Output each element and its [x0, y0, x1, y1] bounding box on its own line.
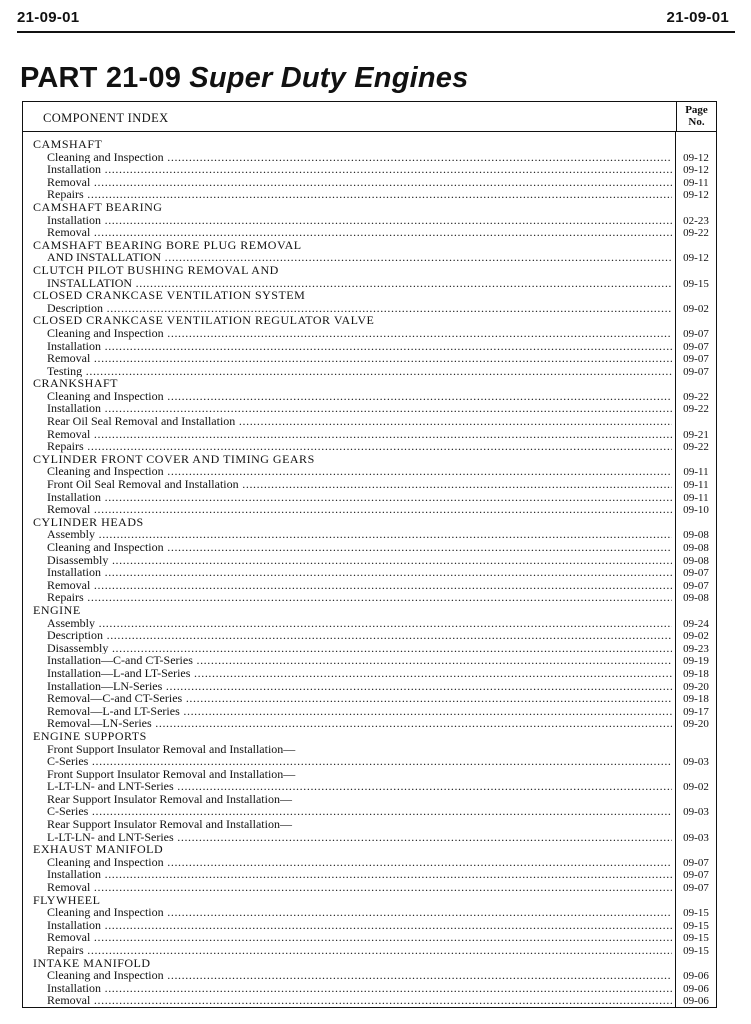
page-code-left: 21-09-01 [17, 9, 80, 26]
index-entry-page: 09-18 [683, 693, 709, 706]
index-entry-page: 09-21 [683, 428, 709, 441]
index-entry-label: EXHAUST MANIFOLD [33, 843, 164, 856]
index-entry-page: 09-12 [683, 164, 709, 177]
index-entry-page: 09-11 [683, 466, 709, 479]
index-entry-label: Description ..... [47, 629, 672, 642]
index-entry-label: Removal—C-and CT-Series ..... [47, 692, 672, 705]
table-header [23, 102, 716, 132]
index-entry-label: Installation ..... [47, 868, 672, 881]
index-entry-label: Front Support Insulator Removal and Installation— [47, 742, 296, 756]
index-entry-label: Installation ..... [47, 491, 672, 504]
index-entry-label: Installation ..... [47, 340, 672, 353]
index-entry [23, 277, 716, 290]
index-section-heading [23, 730, 716, 743]
index-entry-label: Installation ..... [47, 566, 672, 579]
index-entry-page: 09-07 [683, 869, 709, 882]
index-entry-page: 09-19 [683, 655, 709, 668]
index-entry-page: 09-08 [683, 592, 709, 605]
index-entry [23, 428, 716, 441]
index-entry-page: 09-12 [683, 252, 709, 265]
index-entry-page: 09-24 [683, 617, 709, 630]
index-entry-label: FLYWHEEL [33, 893, 101, 907]
index-entry-label: CAMSHAFT [33, 138, 103, 151]
index-entry-label: Removal ..... [47, 352, 672, 365]
index-entry-label: Front Oil Seal Removal and Installation ..... [47, 478, 672, 491]
index-rows [23, 138, 716, 1007]
index-entry-label: CYLINDER HEADS [33, 515, 144, 529]
page-code-right: 21-09-01 [666, 9, 729, 26]
index-entry-label: CLOSED CRANKCASE VENTILATION SYSTEM [33, 289, 306, 302]
index-entry-label: Installation—L-and LT-Series ..... [47, 667, 672, 680]
index-entry-page: 09-20 [683, 718, 709, 731]
index-entry-label: L-LT-LN- and LNT-Series ..... [47, 780, 672, 793]
index-entry [23, 566, 716, 579]
index-entry [23, 415, 716, 428]
index-entry-page: 09-07 [683, 856, 709, 869]
index-entry [23, 302, 716, 315]
index-entry [23, 541, 716, 554]
index-entry-page: 09-07 [683, 579, 709, 592]
header-rule [17, 31, 735, 33]
index-section-heading [23, 957, 716, 970]
index-entry-label: Removal ..... [47, 428, 672, 441]
index-entry-label: ENGINE SUPPORTS [33, 729, 147, 743]
index-entry-label: CRANKSHAFT [33, 377, 119, 390]
index-entry [23, 906, 716, 919]
index-entry-page: 09-11 [683, 176, 709, 189]
index-entry-label: Installation ..... [47, 982, 672, 995]
index-entry-label: Cleaning and Inspection ..... [47, 969, 672, 982]
index-entry-page: 09-15 [683, 907, 709, 920]
index-entry-label: CAMSHAFT BEARING BORE PLUG REMOVAL [33, 238, 302, 252]
index-entry-page: 09-07 [683, 365, 709, 378]
index-entry-label: Cleaning and Inspection ..... [47, 906, 672, 919]
index-entry [23, 755, 716, 768]
index-entry [23, 226, 716, 239]
index-entry [23, 969, 716, 982]
index-entry-page: 09-06 [683, 982, 709, 995]
index-entry-page: 09-18 [683, 667, 709, 680]
index-entry [23, 768, 716, 781]
index-entry-label: Removal—L-and LT-Series ..... [47, 705, 672, 718]
index-entry [23, 629, 716, 642]
index-entry-page: 09-06 [683, 995, 709, 1008]
index-entry-label: CYLINDER FRONT COVER AND TIMING GEARS [33, 452, 315, 466]
index-entry-label: Rear Oil Seal Removal and Installation ..... [47, 415, 672, 428]
index-entry-page: 09-22 [683, 227, 709, 240]
index-entry-page: 09-07 [683, 327, 709, 340]
index-entry-label: Repairs ..... [47, 944, 672, 957]
index-entry-label: ENGINE [33, 603, 81, 617]
index-entry-label: Removal ..... [47, 226, 672, 239]
index-entry-label: Repairs ..... [47, 591, 672, 604]
index-entry [23, 352, 716, 365]
index-entry-page: 09-10 [683, 504, 709, 517]
index-section-heading [23, 314, 716, 327]
index-entry-label: Removal—LN-Series ..... [47, 717, 672, 730]
index-entry-page: 09-22 [683, 390, 709, 403]
index-entry [23, 881, 716, 894]
title-subject: Super Duty Engines [189, 62, 469, 94]
index-entry [23, 440, 716, 453]
index-entry-label: CLOSED CRANKCASE VENTILATION REGULATOR VALVE [33, 314, 375, 327]
index-entry [23, 579, 716, 592]
index-entry-label: C-Series ..... [47, 755, 672, 768]
index-entry-label: Cleaning and Inspection ..... [47, 327, 672, 340]
index-entry [23, 214, 716, 227]
index-entry-label: INTAKE MANIFOLD [33, 956, 151, 970]
index-entry [23, 944, 716, 957]
index-entry-page: 09-20 [683, 680, 709, 693]
index-entry [23, 642, 716, 655]
index-entry [23, 340, 716, 353]
index-entry [23, 251, 716, 264]
index-entry [23, 176, 716, 189]
index-entry-page: 09-22 [683, 403, 709, 416]
index-entry [23, 692, 716, 705]
index-entry [23, 465, 716, 478]
index-entry [23, 705, 716, 718]
index-section-heading [23, 138, 716, 151]
index-entry-label: Cleaning and Inspection ..... [47, 856, 672, 869]
index-entry [23, 831, 716, 844]
index-entry-label: Removal ..... [47, 176, 672, 189]
index-entry [23, 805, 716, 818]
index-entry-label: Installation ..... [47, 214, 672, 227]
index-entry-label: CAMSHAFT BEARING [33, 200, 163, 214]
index-entry-label: Cleaning and Inspection ..... [47, 541, 672, 554]
column-header-page-line: No. [688, 116, 705, 128]
index-entry-label: Disassembly ..... [47, 554, 672, 567]
index-section-heading [23, 604, 716, 617]
index-entry-label: Removal ..... [47, 931, 672, 944]
index-entry-page: 09-02 [683, 302, 709, 315]
index-entry-label: Removal ..... [47, 503, 672, 516]
index-entry-label: Front Support Insulator Removal and Installation— [47, 767, 296, 781]
index-entry-label: Repairs ..... [47, 188, 672, 201]
index-entry-label: Installation ..... [47, 163, 672, 176]
component-index-table [22, 101, 717, 1008]
index-entry [23, 151, 716, 164]
index-entry [23, 478, 716, 491]
index-entry [23, 654, 716, 667]
index-entry-label: L-LT-LN- and LNT-Series ..... [47, 831, 672, 844]
index-entry [23, 390, 716, 403]
index-entry [23, 856, 716, 869]
index-section-heading [23, 377, 716, 390]
index-entry-page: 09-11 [683, 491, 709, 504]
index-entry-page: 09-03 [683, 806, 709, 819]
index-entry [23, 743, 716, 756]
page-title [20, 62, 468, 95]
index-entry [23, 680, 716, 693]
index-entry-page: 09-15 [683, 919, 709, 932]
index-entry [23, 365, 716, 378]
index-entry-page: 09-15 [683, 945, 709, 957]
index-entry [23, 982, 716, 995]
index-section-heading [23, 239, 716, 252]
index-entry [23, 717, 716, 730]
index-section-heading [23, 453, 716, 466]
index-entry [23, 554, 716, 567]
index-entry [23, 528, 716, 541]
index-entry-label: Repairs ..... [47, 440, 672, 453]
index-entry-label: Removal ..... [47, 881, 672, 894]
index-entry-page: 09-02 [683, 781, 709, 794]
index-entry-page: 09-08 [683, 554, 709, 567]
column-header-component: COMPONENT INDEX [43, 111, 169, 125]
index-entry-label: Removal ..... [47, 579, 672, 592]
index-entry [23, 188, 716, 201]
index-entry-label: C-Series ..... [47, 805, 672, 818]
index-entry-label: Cleaning and Inspection ..... [47, 390, 672, 403]
index-entry-label: Assembly ..... [47, 617, 672, 630]
index-section-heading [23, 201, 716, 214]
index-entry [23, 667, 716, 680]
index-entry-label: INSTALLATION ..... [47, 277, 672, 290]
index-entry-page: 02-23 [683, 214, 709, 227]
title-part: PART 21-09 [20, 62, 182, 94]
index-entry [23, 617, 716, 630]
index-entry-page: 09-07 [683, 567, 709, 580]
index-entry-label: CLUTCH PILOT BUSHING REMOVAL AND [33, 263, 279, 277]
index-section-heading [23, 894, 716, 907]
index-section-heading [23, 516, 716, 529]
column-header-page-line: Page [685, 104, 708, 116]
index-entry-label: Rear Support Insulator Removal and Installation— [47, 792, 292, 806]
index-entry-page: 09-17 [683, 705, 709, 718]
index-entry-page: 09-08 [683, 542, 709, 554]
index-entry-label: Removal ..... [47, 994, 672, 1007]
index-section-heading [23, 843, 716, 856]
index-entry-page: 09-12 [683, 189, 709, 202]
index-entry-page: 09-08 [683, 529, 709, 542]
index-entry-page: 09-03 [683, 831, 709, 844]
index-entry-label: AND INSTALLATION ..... [47, 251, 672, 264]
index-entry-page: 09-15 [683, 932, 709, 945]
index-entry [23, 818, 716, 831]
index-entry [23, 163, 716, 176]
index-entry-label: Installation—LN-Series ..... [47, 680, 672, 693]
index-entry [23, 994, 716, 1007]
index-entry-page: 09-11 [683, 479, 709, 492]
index-entry-page: 09-06 [683, 970, 709, 983]
index-entry-label: Assembly ..... [47, 528, 672, 541]
index-entry-page: 09-02 [683, 630, 709, 643]
index-entry-page: 09-07 [683, 353, 709, 366]
index-entry [23, 402, 716, 415]
index-entry-label: Testing ..... [47, 365, 672, 378]
index-entry-page: 09-15 [683, 277, 709, 290]
index-section-heading [23, 264, 716, 277]
index-entry [23, 491, 716, 504]
index-entry-page: 09-23 [683, 642, 709, 655]
index-entry [23, 919, 716, 932]
index-entry-label: Rear Support Insulator Removal and Installation— [47, 818, 292, 831]
column-header-page [676, 102, 716, 131]
index-section-heading [23, 289, 716, 302]
index-entry [23, 780, 716, 793]
index-entry-page: 09-07 [683, 340, 709, 353]
index-entry [23, 503, 716, 516]
index-entry-label: Description ..... [47, 302, 672, 315]
index-entry [23, 327, 716, 340]
index-entry-page: 09-22 [683, 441, 709, 454]
index-entry [23, 868, 716, 881]
index-entry-page: 09-12 [683, 151, 709, 164]
index-entry-label: Cleaning and Inspection ..... [47, 151, 672, 164]
index-entry-label: Disassembly ..... [47, 642, 672, 655]
index-entry [23, 793, 716, 806]
index-entry [23, 931, 716, 944]
index-entry-page: 09-07 [683, 882, 709, 895]
index-entry [23, 591, 716, 604]
index-entry-label: Installation ..... [47, 919, 672, 932]
index-entry-label: Installation—C-and CT-Series ..... [47, 654, 672, 667]
index-entry-page: 09-03 [683, 756, 709, 769]
index-entry-label: Cleaning and Inspection ..... [47, 465, 672, 478]
index-entry-label: Installation ..... [47, 402, 672, 415]
